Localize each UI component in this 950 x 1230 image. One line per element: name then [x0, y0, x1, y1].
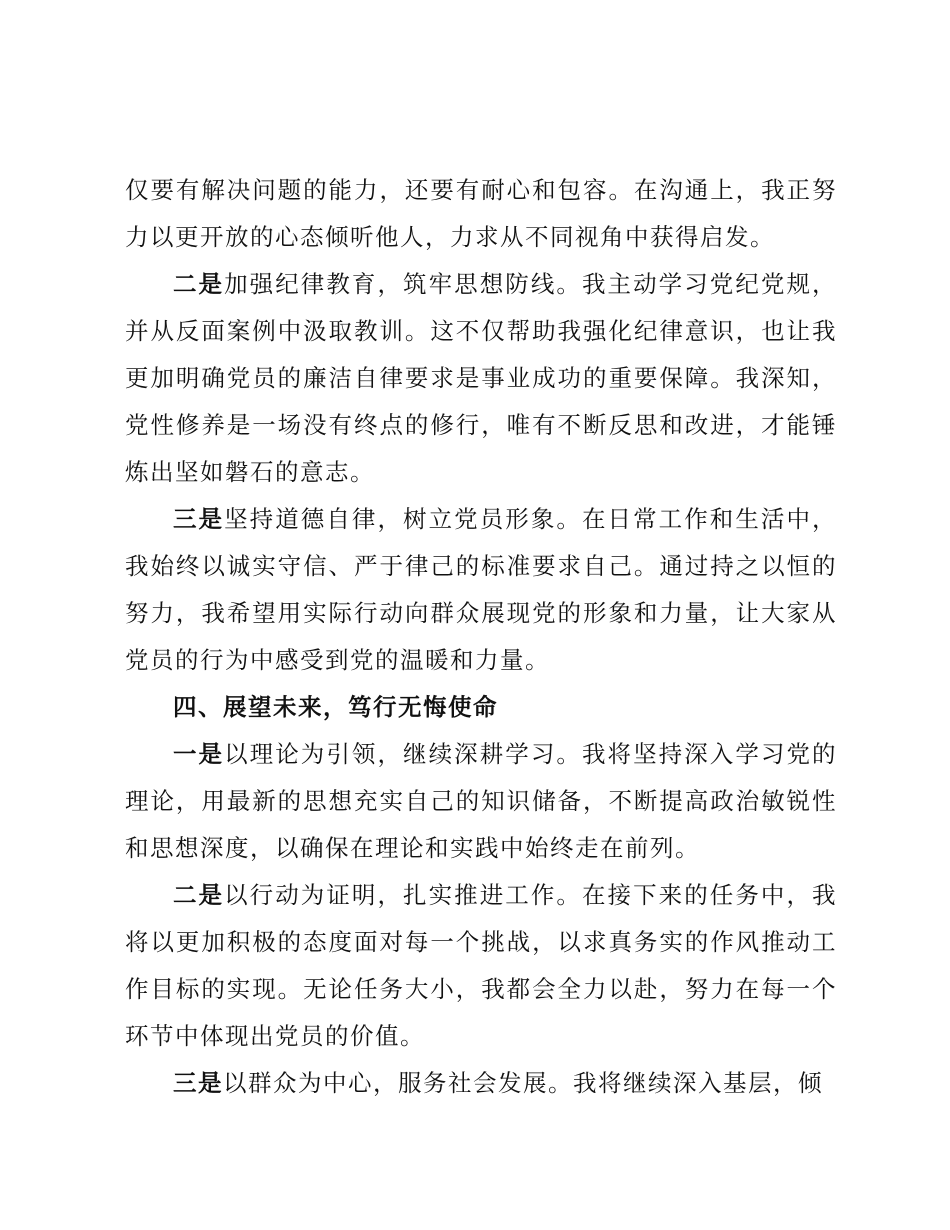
section-heading: 四、展望未来，笃行无悔使命 — [173, 693, 498, 721]
paragraph-theory — [125, 731, 837, 872]
paragraph-lead: 三是 — [173, 505, 225, 533]
paragraph-body: 以理论为引领，继续深耕学习。我将坚持深入学习党的理论，用最新的思想充实自己的知识储备，不断提高政治敏锐性和思想深度，以确保在理论和实践中始终走在前列。 — [125, 740, 838, 862]
paragraph-body: 以群众为中心，服务社会发展。我将继续深入基层，倾 — [223, 1069, 823, 1097]
paragraph-body: 坚持道德自律，树立党员形象。在日常工作和生活中，我始终以诚实守信、严于律己的标准要求自己。通过持之以恒的努力，我希望用实际行动向群众展现党的形象和力量，让大家从党员的行为中感受到党的温暖和力量。 — [125, 505, 838, 674]
paragraph-body: 以行动为证明，扎实推进工作。在接下来的任务中，我将以更加积极的态度面对每一个挑战，以求真务实的作风推动工作目标的实现。无论任务大小，我都会全力以赴，努力在每一个环节中体现出党员的价值。 — [125, 881, 838, 1050]
paragraph-discipline — [125, 261, 837, 496]
paragraph-body: 加强纪律教育，筑牢思想防线。我主动学习党纪党规，并从反面案例中汲取教训。这不仅帮助我强化纪律意识，也让我更加明确党员的廉洁自律要求是事业成功的重要保障。我深知，党性修养是一场没有终点的修行，唯有不断反思和改进，才能锤炼出坚如磐石的意志。 — [125, 270, 838, 486]
paragraph-action — [125, 872, 837, 1060]
paragraph-lead: 二是 — [173, 881, 225, 909]
paragraph-lead: 二是 — [173, 270, 225, 298]
paragraph-morality — [125, 496, 837, 684]
paragraph-lead: 三是 — [173, 1069, 223, 1097]
document-page — [125, 167, 837, 1107]
paragraph-lead: 一是 — [173, 740, 225, 768]
continued-paragraph: 仅要有解决问题的能力，还要有耐心和包容。在沟通上，我正努力以更开放的心态倾听他人，力求从不同视角中获得启发。 — [125, 176, 837, 251]
paragraph-masses — [125, 1060, 837, 1107]
